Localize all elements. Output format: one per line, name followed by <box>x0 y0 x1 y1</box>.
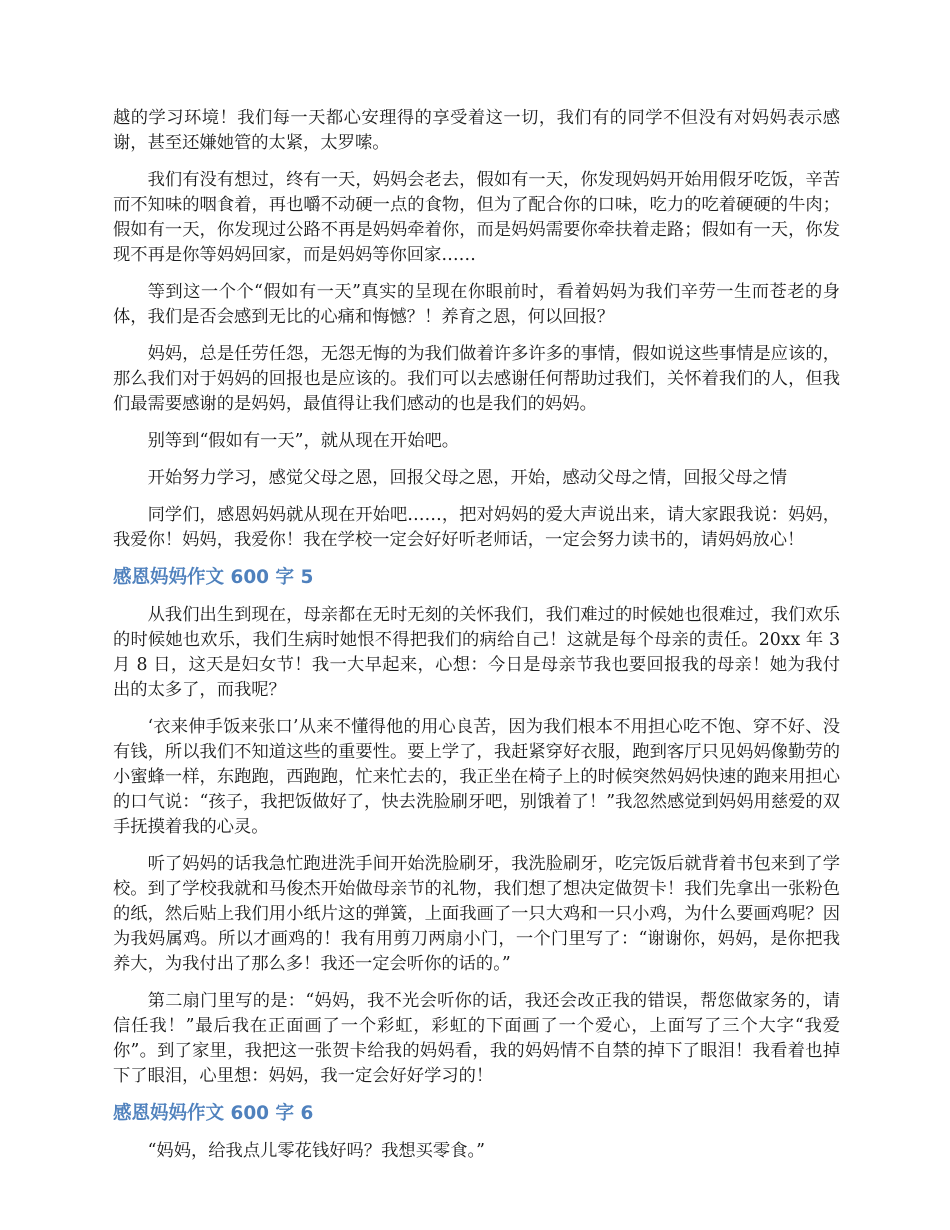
paragraph: 同学们，感恩妈妈就从现在开始吧……，把对妈妈的爱大声说出来，请大家跟我说：妈妈，我爱你！妈妈，我爱你！我在学校一定会好好听老师话，一定会努力读书的，请妈妈放心！ <box>113 505 840 550</box>
paragraph: 别等到“假如有一天”，就从现在开始吧。 <box>147 431 460 451</box>
paragraph: 我们有没有想过，终有一天，妈妈会老去，假如有一天，你发现妈妈开始用假牙吃饭，辛苦而不知味的咽食着，再也嚼不动硬一点的食物，但为了配合你的口味，吃力的吃着硬硬的牛肉；假如有一天，你发现过公路不再是妈妈牵着你，而是妈妈需要你牵扶着走路；假如有一天，你发现不再是你等妈妈回家，而是妈妈等你回家…… <box>113 170 840 265</box>
paragraph: 开始努力学习，感觉父母之恩，回报父母之恩，开始，感动父母之情，回报父母之情 <box>147 468 788 488</box>
paragraph: 从我们出生到现在，母亲都在无时无刻的关怀我们，我们难过的时候她也很难过，我们欢乐的时候她也欢乐，我们生病时她恨不得把我们的病给自己！这就是每个母亲的责任。20xx 年 3 月 8 日，这天是妇女节！我一大早起来，心想：今日是母亲节我也要回报我的母亲！她为我付出的太多了，而我呢？ <box>113 605 840 700</box>
section-heading: 感恩妈妈作文 600 字 6 <box>113 1103 314 1124</box>
document-page <box>113 106 840 1176</box>
paragraph: 妈妈，总是任劳任怨，无怨无悔的为我们做着许多许多的事情，假如说这些事情是应该的，那么我们对于妈妈的回报也是应该的。我们可以去感谢任何帮助过我们，关怀着我们的人，但我们最需要感谢的是妈妈，最值得让我们感动的也是我们的妈妈。 <box>113 344 840 414</box>
paragraph: 听了妈妈的话我急忙跑进洗手间开始洗脸刷牙，我洗脸刷牙，吃完饭后就背着书包来到了学校。到了学校我就和马俊杰开始做母亲节的礼物，我们想了想决定做贺卡！我们先拿出一张粉色的纸，然后贴上我们用小纸片这的弹簧，上面我画了一只大鸡和一只小鸡，为什么要画鸡呢？因为我妈属鸡。所以才画鸡的！我有用剪刀两扇小门，一个门里写了：“谢谢你，妈妈，是你把我养大，为我付出了那么多！我还一定会听你的话的。” <box>113 854 840 974</box>
paragraph: “妈妈，给我点儿零花钱好吗？我想买零食。” <box>147 1141 485 1161</box>
paragraph: 等到这一个个“假如有一天”真实的呈现在你眼前时，看着妈妈为我们辛劳一生而苍老的身体，我们是否会感到无比的心痛和悔憾？！养育之恩，何以回报？ <box>113 282 840 327</box>
paragraph: ‘衣来伸手饭来张口’从来不懂得他的用心良苦，因为我们根本不用担心吃不饱、穿不好、没有钱，所以我们不知道这些的重要性。要上学了，我赶紧穿好衣服，跑到客厅只见妈妈像勤劳的小蜜蜂一样，东跑跑，西跑跑，忙来忙去的，我正坐在椅子上的时候突然妈妈快速的跑来用担心的口气说：“孩子，我把饭做好了，快去洗脸刷牙吧，别饿着了！”我忽然感觉到妈妈用慈爱的双手抚摸着我的心灵。 <box>113 717 840 837</box>
paragraph: 越的学习环境！我们每一天都心安理得的享受着这一切，我们有的同学不但没有对妈妈表示感谢，甚至还嫌她管的太紧，太罗嗦。 <box>113 108 840 153</box>
section-heading: 感恩妈妈作文 600 字 5 <box>113 567 314 588</box>
paragraph: 第二扇门里写的是：“妈妈，我不光会听你的话，我还会改正我的错误，帮您做家务的，请信任我！”最后我在正面画了一个彩虹，彩虹的下面画了一个爱心，上面写了三个大字“我爱你”。到了家里，我把这一张贺卡给我的妈妈看，我的妈妈情不自禁的掉下了眼泪！我看着也掉下了眼泪，心里想：妈妈，我一定会好好学习的！ <box>113 991 840 1086</box>
